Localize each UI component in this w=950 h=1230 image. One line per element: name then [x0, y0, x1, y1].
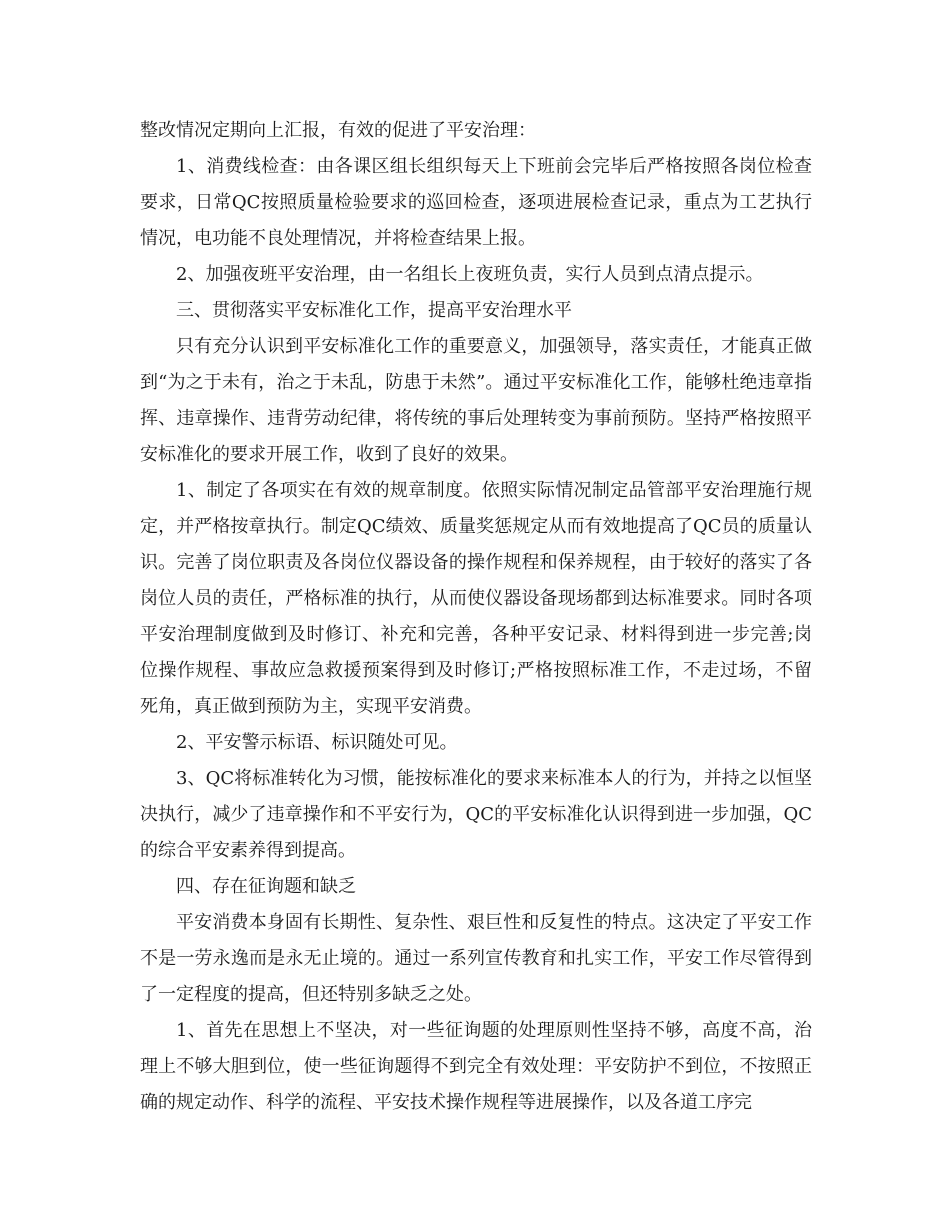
paragraph-1: 整改情况定期向上汇报，有效的促进了平安治理： [140, 120, 536, 141]
paragraph-3: 2、加强夜班平安治理，由一名组长上夜班负责，实行人员到点清点提示。 [176, 264, 764, 285]
paragraph-10: 平安消费本身固有长期性、复杂性、艰巨性和反复性的特点。这决定了平安工作不是一劳永逸而是永无止境的。通过一系列宣传教育和扎实工作，平安工作尽管得到了一定程度的提高，但还特别多缺乏之处。 [140, 912, 812, 1005]
paragraph-8: 3、QC将标准转化为习惯，能按标准化的要求来标准本人的行为，并持之以恒坚决执行，减少了违章操作和不平安行为，QC的平安标准化认识得到进一步加强，QC的综合平安素养得到提高。 [140, 768, 812, 861]
section-heading-4: 四、存在征询题和缺乏 [176, 876, 356, 897]
paragraph-2: 1、消费线检查：由各课区组长组织每天上下班前会完毕后严格按照各岗位检查要求，日常QC按照质量检验要求的巡回检查，逐项进展检查记录，重点为工艺执行情况，电功能不良处理情况，并将检查结果上报。 [140, 156, 812, 249]
paragraph-7: 2、平安警示标语、标识随处可见。 [176, 732, 458, 753]
paragraph-5: 只有充分认识到平安标准化工作的重要意义，加强领导，落实责任，才能真正做到“为之于未有，治之于未乱，防患于未然”。通过平安标准化工作，能够杜绝违章指挥、违章操作、违背劳动纪律，将传统的事后处理转变为事前预防。坚持严格按照平安标准化的要求开展工作，收到了良好的效果。 [140, 336, 812, 465]
paragraph-11: 1、首先在思想上不坚决，对一些征询题的处理原则性坚持不够，高度不高，治理上不够大胆到位，使一些征询题得不到完全有效处理：平安防护不到位，不按照正确的规定动作、科学的流程、平安技术操作规程等进展操作，以及各道工序完 [140, 1020, 812, 1113]
document-body [140, 113, 812, 1121]
section-heading-3: 三、贯彻落实平安标准化工作，提高平安治理水平 [176, 300, 572, 321]
paragraph-6: 1、制定了各项实在有效的规章制度。依照实际情况制定品管部平安治理施行规定，并严格按章执行。制定QC绩效、质量奖惩规定从而有效地提高了QC员的质量认识。完善了岗位职责及各岗位仪器设备的操作规程和保养规程，由于较好的落实了各岗位人员的责任，严格标准的执行，从而使仪器设备现场都到达标准要求。同时各项平安治理制度做到及时修订、补充和完善，各种平安记录、材料得到进一步完善;岗位操作规程、事故应急救援预案得到及时修订;严格按照标准工作，不走过场，不留死角，真正做到预防为主，实现平安消费。 [140, 480, 812, 717]
